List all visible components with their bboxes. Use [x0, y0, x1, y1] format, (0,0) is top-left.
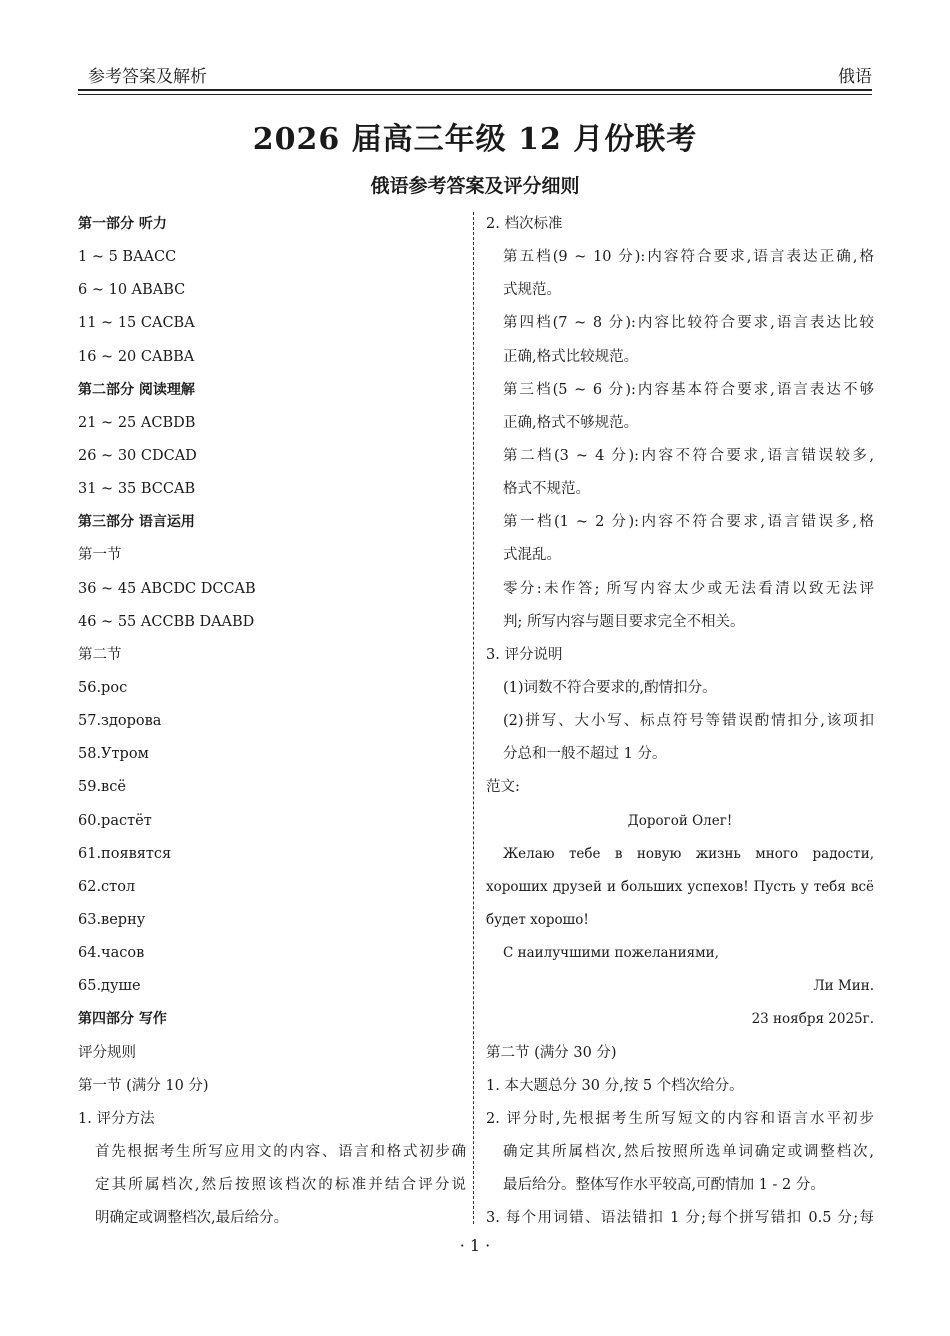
- text-line: хороших друзей и больших успехов! Пусть у тебя всё: [486, 878, 874, 895]
- text-line: 第一档(1 ~ 2 分):内容不符合要求,语言错误多,格: [503, 514, 874, 531]
- text-line: 评分规则: [78, 1044, 136, 1061]
- text-line: 57.здорова: [78, 713, 162, 730]
- header-rule-thick: [78, 89, 872, 91]
- text-line: 第一节 (满分 10 分): [78, 1077, 209, 1094]
- text-line: 60.растёт: [78, 812, 152, 829]
- text-line: 第一节: [78, 547, 122, 564]
- text-line: 判; 所写内容与题目要求完全不相关。: [503, 613, 745, 630]
- text-line: 63.верну: [78, 911, 146, 928]
- section-heading: 第三部分 语言运用: [78, 514, 195, 531]
- text-line: 6 ~ 10 ABABC: [78, 282, 186, 299]
- text-line: 58.Утром: [78, 746, 149, 763]
- text-line: 59.всё: [78, 779, 126, 796]
- text-line: 46 ~ 55 ACCBB DAABD: [78, 613, 255, 630]
- text-line: 分总和一般不超过 1 分。: [503, 746, 667, 763]
- text-line: 3. 评分说明: [486, 646, 563, 663]
- text-line: 26 ~ 30 CDCAD: [78, 447, 197, 464]
- text-line: 正确,格式比较规范。: [503, 348, 639, 365]
- text-line: 式混乱。: [503, 547, 561, 564]
- text-line: 56.рос: [78, 679, 128, 696]
- header-section-title: 参考答案及解析: [88, 67, 207, 87]
- column-divider: [473, 212, 474, 1224]
- text-line: 第五档(9 ~ 10 分):内容符合要求,语言表达正确,格: [503, 249, 874, 266]
- text-line: 式规范。: [503, 282, 561, 299]
- text-line: 62.стол: [78, 878, 136, 895]
- running-header: [88, 62, 872, 88]
- text-line: будет хорошо!: [486, 911, 589, 928]
- section-heading: 第四部分 写作: [78, 1011, 167, 1028]
- right-column: [486, 208, 874, 1235]
- text-line: 16 ~ 20 CABBA: [78, 348, 195, 365]
- text-line: 第二节: [78, 646, 122, 663]
- text-line: 3. 每个用词错、语法错扣 1 分;每个拼写错扣 0.5 分;每: [486, 1210, 874, 1227]
- text-line: 第三档(5 ~ 6 分):内容基本符合要求,语言表达不够: [503, 381, 874, 398]
- text-line: 31 ~ 35 BCCAB: [78, 481, 196, 498]
- text-line: 1. 本大题总分 30 分,按 5 个档次给分。: [486, 1077, 744, 1094]
- text-line: 11 ~ 15 CACBA: [78, 315, 195, 332]
- document-title: 2026 届高三年级 12 月份联考: [252, 122, 698, 157]
- text-line: (2)拼写、大小写、标点符号等错误酌情扣分,该项扣: [503, 713, 874, 730]
- text-line: 正确,格式不够规范。: [503, 414, 639, 431]
- text-line: 61.появятся: [78, 845, 172, 862]
- text-line: 2. 档次标准: [486, 216, 563, 232]
- text-line: 21 ~ 25 ACBDB: [78, 414, 196, 431]
- text-line: 零分:未作答; 所写内容太少或无法看清以致无法评: [503, 580, 874, 597]
- text-line: 1. 评分方法: [78, 1110, 155, 1127]
- text-line: 范文:: [486, 779, 520, 796]
- text-line: 第二档(3 ~ 4 分):内容不符合要求,语言错误较多,: [503, 447, 874, 464]
- text-line: Желаю тебе в новую жизнь много радости,: [503, 845, 874, 862]
- text-line: Ли Мин.: [813, 978, 874, 995]
- text-line: Дорогой Олег!: [627, 812, 733, 829]
- text-line: 64.часов: [78, 945, 145, 962]
- text-line: 格式不规范。: [503, 481, 590, 498]
- text-line: 第二节 (满分 30 分): [486, 1044, 617, 1061]
- text-line: 最后给分。整体写作水平较高,可酌情加 1 - 2 分。: [503, 1177, 825, 1194]
- document-subtitle: 俄语参考答案及评分细则: [370, 175, 580, 197]
- text-line: 首先根据考生所写应用文的内容、语言和格式初步确: [95, 1143, 466, 1160]
- section-heading: 第一部分 听力: [78, 216, 167, 232]
- text-line: 1 ~ 5 BAACC: [78, 249, 177, 266]
- text-line: 第四档(7 ~ 8 分):内容比较符合要求,语言表达比较: [503, 315, 874, 332]
- text-line: 确定其所属档次,然后按照所选单词确定或调整档次,: [503, 1143, 874, 1160]
- section-heading: 第二部分 阅读理解: [78, 381, 195, 398]
- page-number: · 1 ·: [459, 1236, 491, 1255]
- text-line: 定其所属档次,然后按照该档次的标准并结合评分说: [95, 1177, 466, 1194]
- text-line: 23 ноября 2025г.: [751, 1011, 874, 1028]
- text-line: 明确定或调整档次,最后给分。: [95, 1210, 289, 1227]
- text-line: 65.душе: [78, 978, 141, 995]
- header-rule-thin: [78, 94, 872, 95]
- text-line: 2. 评分时,先根据考生所写短文的内容和语言水平初步: [486, 1110, 874, 1127]
- left-column: [78, 208, 466, 1235]
- text-line: (1)词数不符合要求的,酌情扣分。: [503, 679, 717, 696]
- header-subject: 俄语: [838, 67, 872, 87]
- text-line: 36 ~ 45 ABCDC DCCAB: [78, 580, 256, 597]
- text-line: С наилучшими пожеланиями,: [503, 945, 719, 962]
